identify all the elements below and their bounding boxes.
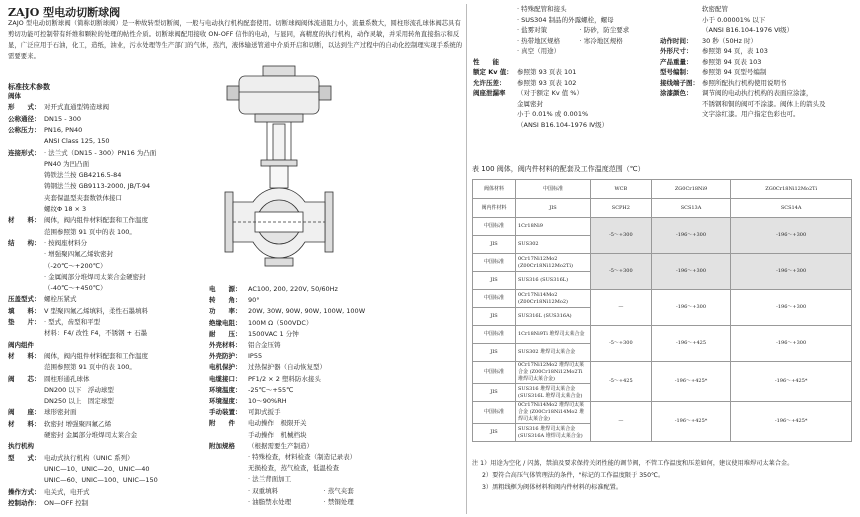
spec-label: 允许压差：	[473, 78, 506, 87]
spec-value: 范围参照第 91 页中的表 100。	[44, 227, 136, 236]
spec-label: 环境温度：	[209, 385, 242, 394]
spec-value: · 双重填料 · 蒸气夹套	[248, 486, 354, 495]
spec-value: （根据需要生产制造）	[248, 441, 313, 450]
spec-label: 形 式：	[8, 103, 41, 112]
column-cn: ZG0Cr18Ni9	[651, 180, 731, 199]
spec-label: 阀座泄漏率	[473, 89, 506, 97]
spec-label: 填 料：	[8, 306, 41, 315]
row-cn-label: 中国标准	[473, 326, 516, 344]
spec-value: 螺栓压紧式	[44, 295, 77, 304]
spec-value: 软密封 增强聚四氟乙烯	[44, 419, 112, 428]
temp-range: -196～+300	[731, 326, 852, 362]
row-jis-material: SUS316 堆焊司太莱合金 (SUS316A 堆焊司太莱合金)	[516, 424, 591, 442]
spec-value: · 金属阀部分堆焊司太莱合金硬密封	[44, 272, 146, 281]
spec-label: 连接形式：	[8, 148, 41, 157]
spec-label: 电 源：	[209, 285, 242, 293]
spec-value: 20W, 30W, 90W, 90W, 100W, 100W	[248, 307, 366, 316]
spec-value: （对于额定 Kv 值 %）	[517, 89, 583, 97]
spec-label: 公称通径：	[8, 114, 41, 123]
spec-label: 功 率：	[209, 307, 242, 316]
spec-value: 铸铁法兰按 GB4216.5-84	[44, 171, 122, 180]
spec-label: 转 角：	[209, 296, 242, 305]
note-line: 2）要符合高压气体管理法的条件，"标记的工作温度限于 350℃。	[482, 472, 665, 479]
row-jis-label: JIS	[473, 308, 516, 326]
row-jis-material: SUS316 (SUS316L)	[516, 272, 591, 290]
row-cn-material: 1Cr18Ni9	[516, 218, 591, 236]
row-jis-label: JIS	[473, 384, 516, 402]
row-cn-label: 中国标准	[473, 218, 516, 236]
spec-value: （ANSI B16.104-1976 Ⅳ级）	[517, 120, 609, 129]
spec-label: 外壳材料：	[209, 341, 242, 349]
column-cn: ZG0Cr18Ni12Mo2Ti	[731, 180, 852, 199]
row-cn-label: 中国标准	[473, 290, 516, 308]
spec-value: · SUS304 制品的外露螺栓，螺母	[517, 15, 614, 24]
spec-label: 手动装置：	[209, 408, 242, 417]
spec-label: 性 能	[473, 57, 499, 66]
temp-range: -196～+425*	[731, 402, 852, 442]
spec-label: 附加规格	[209, 441, 235, 450]
temp-range: —	[591, 290, 652, 326]
spec-value: · 真空（用途）	[517, 47, 561, 55]
row-jis-label: JIS	[473, 344, 516, 362]
row-jis-material: SUS316L (SUS316A)	[516, 308, 591, 326]
spec-label: 材 料：	[8, 419, 41, 428]
spec-label: 压盖型式：	[8, 295, 41, 304]
spec-value: DN250 以上 固定球型	[44, 397, 114, 406]
spec-value: 球形密封面	[44, 408, 77, 417]
spec-value: 10～90%RH	[248, 397, 287, 405]
spec-label: 附 件	[209, 419, 235, 428]
row-cn-material: 0Cr17Ni14Mo2 (Z00Cr18Ni12Mo2)	[516, 290, 591, 308]
temp-range: -5～+300	[591, 218, 652, 254]
spec-value: 90°	[248, 296, 260, 305]
material-table	[472, 179, 852, 442]
spec-value: 参照第 94 页，表 103	[702, 47, 768, 55]
valve-drawing	[215, 62, 340, 287]
spec-value: （-20℃～+200℃）	[44, 261, 107, 270]
spec-value: PN16, PN40	[44, 125, 83, 134]
spec-value: 参照第 94 页表 103	[702, 57, 762, 66]
spec-label: 型号编制：	[660, 68, 693, 76]
spec-label: 材 料：	[8, 216, 41, 225]
column-jis: SCS13A	[651, 199, 731, 218]
spec-value: -25℃～+55℃	[248, 385, 294, 394]
header-body-material: 阀体材料	[473, 180, 516, 199]
spec-label: 环境湿度：	[209, 397, 242, 405]
tech-header: 标准技术参数	[8, 83, 50, 91]
row-jis-label: JIS	[473, 424, 516, 442]
spec-value: 电关式，电开式	[44, 487, 90, 496]
temp-range: -196～+300	[651, 290, 731, 326]
row-cn-material: 1Cr18Ni9Ti 堆焊司太莱合金	[516, 326, 591, 344]
spec-value: UNIC—10、UNIC—20、UNIC—40	[44, 464, 150, 473]
spec-value: 30 秒（50Hz 时）	[702, 36, 757, 45]
spec-value: IP55	[248, 352, 263, 361]
row-cn-label: 中国标准	[473, 254, 516, 272]
spec-value: ANSI Class 125, 150	[44, 137, 110, 146]
column-divider	[466, 4, 467, 514]
row-jis-material: SUS316 堆焊司太莱合金 (SUS316L 堆焊司太莱合金)	[516, 384, 591, 402]
spec-value: 硬密封 金属部分堆焊司太莱合金	[44, 431, 138, 439]
table-row	[473, 290, 852, 308]
spec-value: PF1/2 × 2 塑料防水接头	[248, 374, 321, 383]
table-row	[473, 254, 852, 272]
spec-value: · 法兰式（DN15 - 300）PN16 为凸面	[44, 148, 157, 157]
spec-value: · 法兰背面加工	[248, 475, 292, 484]
spec-value: 参照第 93 页表 102	[517, 78, 577, 87]
spec-value: · 盐雾对策 · 防砂，防尘要求	[517, 26, 630, 34]
spec-value: DN15 - 300	[44, 114, 82, 123]
spec-value: （ANSI B16.104-1976 Ⅵ级）	[702, 26, 794, 34]
spec-value: · 增强聚四氟乙烯软密封	[44, 250, 114, 259]
spec-value: 阀体，阀内组件材料配套和工作温度	[44, 351, 148, 360]
temp-range: -5～+425	[591, 362, 652, 402]
spec-value: 金属密封	[517, 99, 543, 108]
spec-label: 绝缘电阻：	[209, 318, 242, 327]
spec-value: 电动式执行机构（UNIC 系列）	[44, 453, 134, 462]
header-trim-material: 阀内件材料	[473, 199, 516, 218]
spec-label: 结 构：	[8, 238, 41, 247]
spec-value: 小于 0.01% 或 0.001%	[517, 110, 589, 118]
header-jis: JIS	[516, 199, 591, 218]
spec-label: 电缆接口：	[209, 374, 242, 383]
page-title: ZAJO 型电动切断球阀	[8, 6, 121, 19]
temp-range: -196～+425*	[651, 402, 731, 442]
row-jis-label: JIS	[473, 272, 516, 290]
row-cn-material: 0Cr17Ni12Mo2 堆焊司太莱合金 (Z00Cr18Ni12Mo2Ti 堆焊司太莱合金)	[516, 362, 591, 384]
temp-range: -5～+300	[591, 254, 652, 290]
spec-value: 1500VAC 1 分钟	[248, 329, 299, 338]
table-row	[473, 362, 852, 384]
spec-label: 电机保护：	[209, 363, 242, 372]
spec-value: V 型聚四氟乙烯填料，柔性石墨填料	[44, 306, 149, 315]
row-cn-material: 0Cr17Ni12Mo2 (Z00Cr18Ni12Mo2Ti)	[516, 254, 591, 272]
spec-label: 阀内组件	[8, 340, 34, 349]
column-cn: WCB	[591, 180, 652, 199]
table-row	[473, 218, 852, 236]
temp-range: -196～+425*	[731, 362, 852, 402]
spec-value: 参照第 93 页表 101	[517, 68, 577, 76]
spec-value: DN200 以下 浮动球型	[44, 385, 114, 394]
temp-range: -196～+300	[731, 290, 852, 326]
spec-label: 外形尺寸：	[660, 47, 693, 55]
spec-label: 型 式：	[8, 453, 41, 462]
spec-value: · 油脂禁水处理 · 禁铜处理	[248, 497, 354, 506]
spec-value: ON—OFF 控制	[44, 498, 89, 507]
spec-label: 阀 座：	[8, 408, 41, 417]
spec-label: 阀 芯：	[8, 374, 41, 383]
spec-label: 材 料：	[8, 351, 41, 360]
spec-value: 参照第 94 页型号编制	[702, 68, 767, 76]
spec-value: 可卸式扳手	[248, 408, 281, 417]
spec-value: 铸钢法兰按 GB9113-2000, JB/T-94	[44, 182, 151, 191]
column-jis: SCS14A	[731, 199, 852, 218]
temp-range: -196～+300	[731, 218, 852, 254]
spec-value: 对开式直通型铸造球阀	[44, 103, 109, 112]
intro-paragraph: ZAJO 型电动切断球阀（简称切断球阀）是一种故转型切断阀，一般与电动执行机构配套使用。切断球阀阀体流道阻力小，流量系数大，圆柱形流孔球体阀芯具有剪切功能可控制带有纤维和颗粒的处理的帖性介质。切断球阀配用接收 ON-OFF 信作的电动，与显同，高精度的执行机构，动作灵敏，并采用转角直接指示和反显，广泛应用于石油，化工，造纸，油业，污水处理等生产部门的气体，蒸汽，液体输送管道中介质开启和切断，以达到生产过程中的自动化控制理实现手系统的需要要来。	[8, 20, 463, 60]
temp-range: -196～+425	[651, 326, 731, 362]
spec-label: 接线端子图：	[660, 78, 699, 87]
temp-range: —	[591, 402, 652, 442]
row-jis-material: SUS302	[516, 236, 591, 254]
spec-label: 外壳防护：	[209, 352, 242, 361]
temp-range: -196～+300	[731, 254, 852, 290]
spec-value: 软密配管	[702, 5, 728, 13]
spec-value: 小于 0.00001% 以下	[702, 15, 766, 24]
spec-value: AC100, 200, 220V, 50/60Hz	[248, 285, 338, 293]
spec-value: 无损检查，蒸气检查，低温检查	[248, 464, 339, 473]
spec-label: 耐 压：	[209, 329, 242, 338]
spec-value: 文字涂红漆。用户指定色彩也可。	[702, 110, 800, 118]
header-cn-standard: 中国标准	[516, 180, 591, 199]
spec-value: （-40℃～+450℃）	[44, 284, 107, 293]
temp-range: -196～+425*	[651, 362, 731, 402]
spec-label: 控制动作：	[8, 498, 41, 507]
temp-range: -196～+300	[651, 254, 731, 290]
table-row	[473, 326, 852, 344]
row-cn-material: 0Cr17Ni14Mo2 堆焊司太莱合金 (Z00Cr18Ni14Mo2 堆焊司太莱合金)	[516, 402, 591, 424]
spec-label: 额定 Kv 值：	[473, 68, 513, 76]
table-row	[473, 402, 852, 424]
spec-label: 动作时间：	[660, 36, 693, 45]
temp-range: -196～+300	[651, 218, 731, 254]
spec-value: 范围参照第 91 页中的表 100。	[44, 363, 136, 372]
spec-value: · 型式，齿型和平型	[44, 318, 101, 326]
row-cn-label: 中国标准	[473, 402, 516, 424]
spec-label: 操作方式：	[8, 487, 41, 496]
spec-value: UNIC—60、UNIC—100、UNIC—150	[44, 476, 158, 485]
spec-label: 产品重量：	[660, 57, 693, 66]
spec-label: 公称压力：	[8, 125, 41, 134]
spec-value: 螺纹Φ 18 × 3	[44, 205, 87, 213]
row-jis-label: JIS	[473, 236, 516, 254]
spec-value: 过热保护器（自动恢复型）	[248, 363, 326, 372]
spec-value: 材料：F4/ 改性 F4，不锈钢 + 石墨	[44, 329, 148, 338]
spec-value: · 按阀座材料分	[44, 238, 88, 247]
spec-value: 参照所配执行机构使用说明书	[702, 78, 787, 87]
spec-label: 垫 片：	[8, 318, 41, 326]
spec-label: 执行机构	[8, 442, 34, 451]
spec-value: 夹套保温型夹套数铁体接口	[44, 193, 122, 202]
note-line: 3）黑粗线框为阀体材料和阀内件材料的标准配置。	[482, 484, 623, 491]
spec-value: PN40 为凹凸面	[44, 159, 90, 168]
spec-value: · 特殊配管和接头	[517, 5, 567, 13]
spec-label: 涂漆颜色：	[660, 89, 693, 97]
row-cn-label: 中国标准	[473, 362, 516, 384]
table-caption: 表 100 阀体，阀内件材料的配套及工作温度范围（℃）	[472, 165, 645, 173]
note-line: 注 1）用途为空化 / 闪蒸，禁油及要求保持关闭性能的调节阀，不管工作温度和压差如何，建议使用堆焊司太莱合金。	[472, 460, 794, 467]
spec-value: 100M Ω（500VDC）	[248, 318, 313, 327]
row-jis-material: SUS302 堆焊司太莱合金	[516, 344, 591, 362]
spec-value: 调节阀的电动执行机构的表面应涂漆，	[702, 89, 813, 97]
temp-range: -5～+300	[591, 326, 652, 362]
spec-value: 不锈钢和铜的阀可不涂漆。阀体上的箭头及	[702, 99, 826, 108]
spec-value: · 特殊检查，材料检查（制造记录表）	[248, 453, 357, 461]
spec-value: 铝合金压铸	[248, 341, 281, 349]
column-jis: SCPH2	[591, 199, 652, 218]
spec-value: · 热带地区规格 · 寒冷地区规格	[517, 36, 623, 45]
spec-value: 手动操作 机械档块	[248, 430, 307, 439]
spec-label: 阀体	[8, 92, 21, 100]
spec-value: 电动操作 极限开关	[248, 419, 307, 428]
spec-value: 圆柱形通孔球体	[44, 374, 90, 383]
spec-value: 阀体，阀内组件材料配套和工作温度	[44, 216, 148, 225]
